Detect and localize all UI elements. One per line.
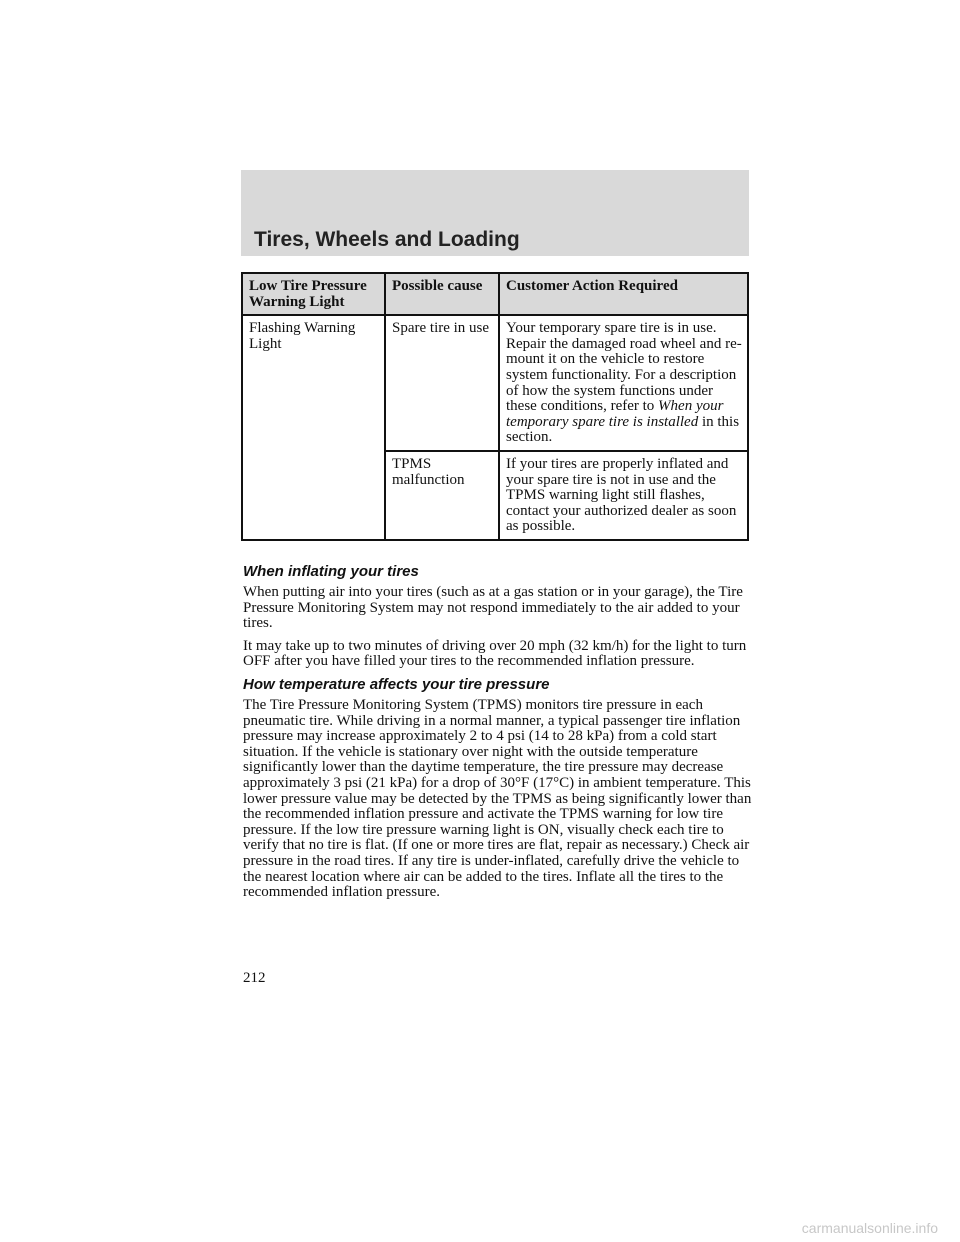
subheading-temperature-effect: How temperature affects your tire pressure	[243, 675, 550, 693]
possible-cause-cell: TPMS malfunction	[385, 451, 499, 540]
column-header-customer-action: Customer Action Required	[499, 273, 748, 315]
customer-action-cell: If your tires are properly inflated and your spare tire is not in use and the TPMS warning light still flashes, contact your authorized dealer as soon as possible.	[499, 451, 748, 540]
table-row	[242, 315, 748, 451]
warning-light-cell: Flashing Warning Light	[242, 315, 385, 540]
customer-action-cell	[499, 315, 748, 451]
action-text: Your temporary spare tire is in use. Repair the damaged road wheel and re-mount it on the vehicle to restore system functionality. For a description of how the system functions under these conditions, refer to	[506, 320, 742, 415]
action-text-suffix: in this section.	[506, 413, 740, 446]
body-content	[243, 564, 753, 908]
tpms-warning-table	[241, 272, 749, 541]
watermark: carmanualsonline.info	[801, 1220, 938, 1236]
section-title: Tires, Wheels and Loading	[254, 228, 520, 251]
paragraph: The Tire Pressure Monitoring System (TPMS) monitors tire pressure in each pneumatic tire. While driving in a normal manner, a typical passenger tire inflation pressure may increase approximately 2 to 4 psi (14 to 28 kPa) from a cold start situation. If the vehicle is stationary over night with the outside temperature significantly lower than the daytime temperature, the tire pressure may decrease approximately 3 psi (21 kPa) for a drop of 30°F (17°C) in ambient temperature. This lower pressure value may be detected by the TPMS as being significantly lower than the recommended inflation pressure and activate the TPMS warning for low tire pressure. If the low tire pressure warning light is ON, visually check each tire to verify that no tire is flat. (If one or more tires are flat, repair as necessary.) Check air pressure in the road tires. If any tire is under-inflated, carefully drive the vehicle to the nearest location where air can be added to the tires. Inflate all the tires to the recommended inflation pressure.	[243, 696, 752, 901]
column-header-possible-cause: Possible cause	[385, 273, 499, 315]
column-header-warning-light: Low Tire Pressure Warning Light	[242, 273, 385, 315]
paragraph: It may take up to two minutes of driving over 20 mph (32 km/h) for the light to turn OFF after you have filled your tires to the recommended inflation pressure.	[243, 637, 747, 670]
cross-reference: When your temporary spare tire is installed	[506, 398, 724, 430]
paragraph: When putting air into your tires (such as at a gas station or in your garage), the Tire Pressure Monitoring System may not respond immediately to the air added to your tires.	[243, 584, 743, 632]
page-number: 212	[243, 970, 266, 986]
subheading-inflating-tires: When inflating your tires	[243, 563, 419, 580]
possible-cause-cell: Spare tire in use	[385, 315, 499, 451]
table-header-row	[242, 273, 748, 315]
